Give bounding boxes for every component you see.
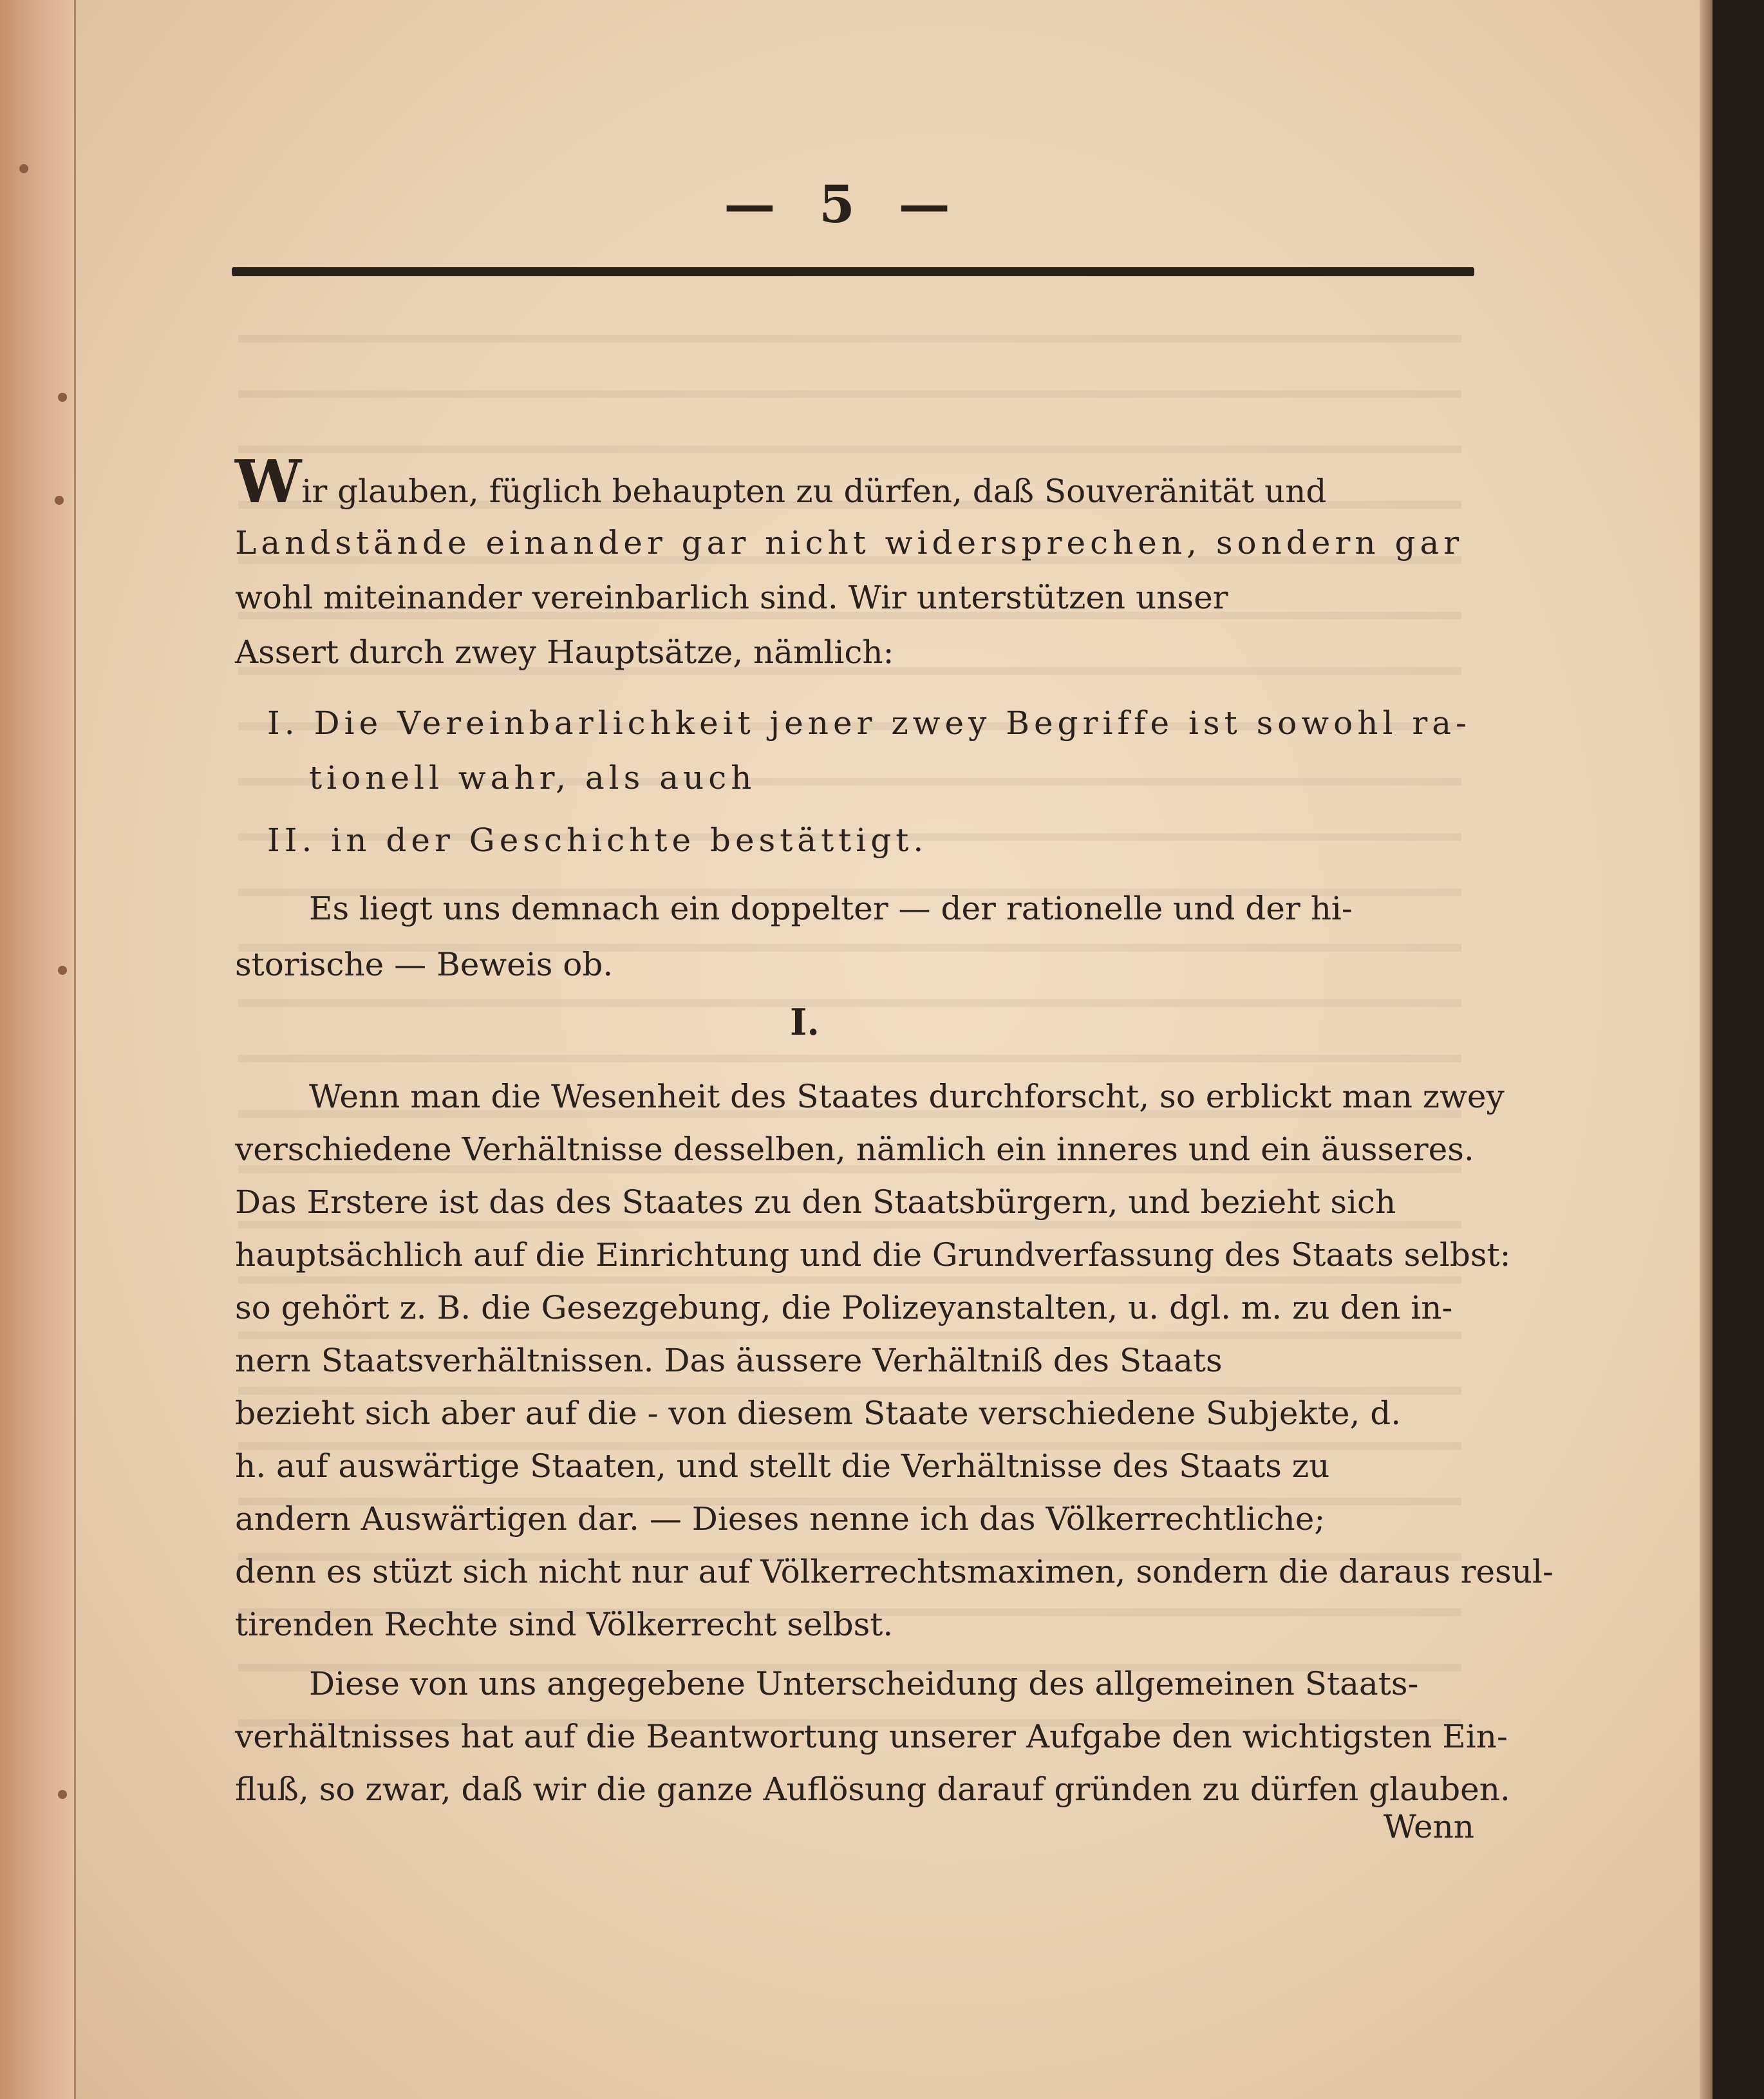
- text-line: Landstände einander gar nicht widersprechen, sondern gar: [235, 524, 1464, 561]
- text-line: denn es stüzt sich nicht nur auf Völkerrechtsmaximen, sondern die daraus resul-: [235, 1553, 1553, 1590]
- text-line: [235, 447, 1471, 519]
- text-line: Das Erstere ist das des Staates zu den Staatsbürgern, und bezieht sich: [235, 1183, 1396, 1221]
- text-line: bezieht sich aber auf die - von diesem Staate verschiedene Subjekte, d.: [235, 1395, 1402, 1432]
- text-line: andern Auswärtigen dar. — Dieses nenne ich das Völkerrechtliche;: [235, 1500, 1326, 1538]
- text-line: Wenn man die Wesenheit des Staates durchforscht, so erblickt man zwey: [309, 1078, 1505, 1115]
- section-heading: I.: [790, 1001, 820, 1044]
- text-line: storische — Beweis ob.: [235, 946, 614, 983]
- drop-capital: W: [235, 447, 302, 516]
- text-line: h. auf auswärtige Staaten, und stellt die Verhältnisse des Staats zu: [235, 1447, 1330, 1485]
- book-spine: [0, 0, 76, 2099]
- binding-hole: [58, 393, 67, 402]
- text-line: Es liegt uns demnach ein doppelter — der rationelle und der hi-: [309, 890, 1353, 927]
- text-line: Diese von uns angegebene Unterscheidung des allgemeinen Staats-: [309, 1665, 1419, 1702]
- thesis-item: II. in der Geschichte bestättigt.: [267, 822, 928, 859]
- text-line: nern Staatsverhältnissen. Das äussere Verhältniß des Staats: [235, 1342, 1223, 1379]
- text-line: wohl miteinander vereinbarlich sind. Wir unterstützen unser: [235, 579, 1228, 616]
- binding-hole: [58, 966, 67, 975]
- binding-hole: [55, 496, 64, 505]
- text-line: verhältnisses hat auf die Beantwortung unserer Aufgabe den wichtigsten Ein-: [235, 1718, 1508, 1755]
- scan-border: [1712, 0, 1764, 2099]
- page-number: — 5 —: [724, 174, 963, 234]
- text-line: hauptsächlich auf die Einrichtung und die Grundverfassung des Staats selbst:: [235, 1236, 1511, 1274]
- thesis-item: tionell wahr, als auch: [309, 759, 756, 796]
- page-edge: [1700, 0, 1712, 2099]
- binding-hole: [19, 164, 28, 173]
- text-line: fluß, so zwar, daß wir die ganze Auflösung darauf gründen zu dürfen glauben.: [235, 1771, 1510, 1808]
- binding-hole: [58, 1790, 67, 1799]
- text-line-content: ir glauben, füglich behaupten zu dürfen, daß Souveränität und: [301, 473, 1327, 510]
- catchword: Wenn: [1383, 1808, 1474, 1845]
- text-line: so gehört z. B. die Gesezgebung, die Polizeyanstalten, u. dgl. m. zu den in-: [235, 1289, 1453, 1326]
- text-line: verschiedene Verhältnisse desselben, nämlich ein inneres und ein äusseres.: [235, 1131, 1474, 1168]
- text-line: tirenden Rechte sind Völkerrecht selbst.: [235, 1606, 894, 1643]
- text-line: Assert durch zwey Hauptsätze, nämlich:: [235, 634, 894, 671]
- thesis-item: I. Die Vereinbarlichkeit jener zwey Begriffe ist sowohl ra-: [267, 704, 1471, 742]
- header-rule: [232, 267, 1474, 276]
